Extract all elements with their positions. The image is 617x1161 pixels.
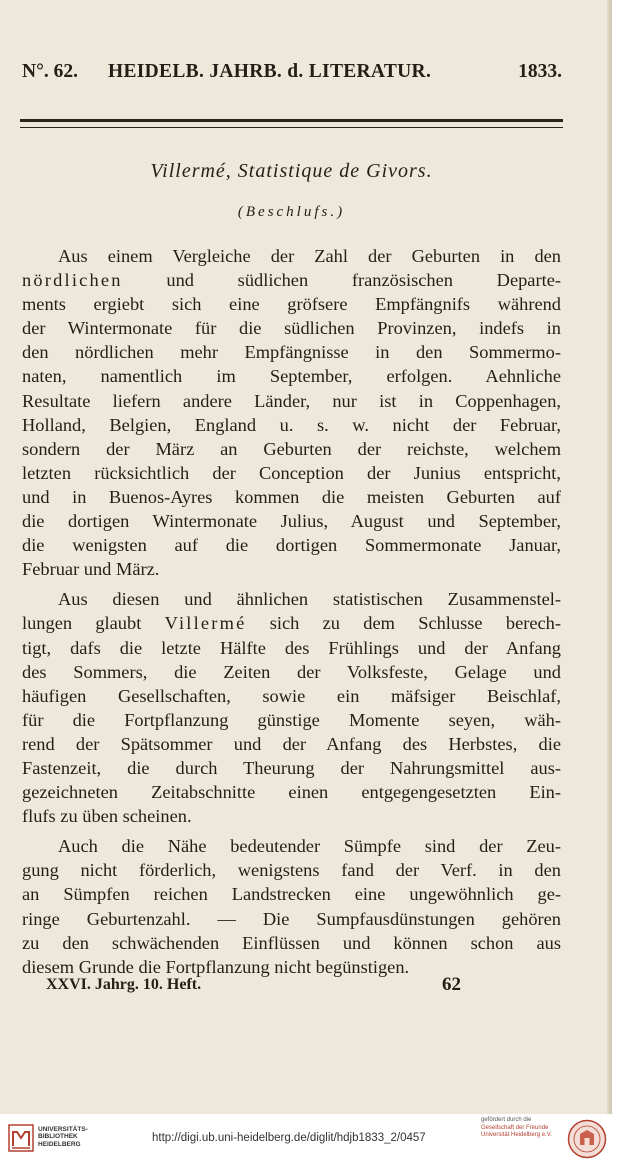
text-line: an Sümpfen reichen Landstrecken eine ungewöhnlich ge- <box>22 884 561 905</box>
text-line: und in Buenos-Ayres kommen die meisten Geburten auf <box>22 486 561 507</box>
article-subtitle: (Beschlufs.) <box>237 204 346 220</box>
sponsor-credit <box>481 1117 552 1140</box>
sponsor-org-line: Gesellschaft der Freunde <box>481 1124 549 1131</box>
text-line: Resultate liefern andere Länder, nur ist in Coppenhagen, <box>22 390 561 411</box>
journal-title: HEIDELB. JAHRB. d. LITERATUR. <box>108 61 432 82</box>
page-edge <box>607 0 612 1114</box>
text-line: ringe Geburtenzahl. — Die Sumpfausdünstungen gehören <box>22 908 561 929</box>
text-line: flufs zu üben scheinen. <box>22 806 192 827</box>
library-name <box>38 1126 88 1148</box>
text-line: Aus diesen und ähnlichen statistischen Zusammenstel- <box>58 589 561 610</box>
text-line: häufigen Gesellschaften, sowie ein mäfsiger Beischlaf, <box>22 685 561 706</box>
text-line: Februar und März. <box>22 559 160 580</box>
text-line: gung nicht förderlich, wenigstens fand der Verf. in den <box>22 860 561 881</box>
text-line: diesem Grunde die Fortpflanzung nicht begünstigen. <box>22 956 410 977</box>
sponsor-intro: gefördert durch die <box>481 1117 532 1123</box>
sheet-number: 62 <box>442 974 461 995</box>
running-head <box>22 61 562 89</box>
article-title: Villermé, Statistique de Givors. <box>150 160 433 182</box>
body-paragraph <box>22 244 561 581</box>
library-name-line: UNIVERSITÄTS- <box>38 1126 88 1133</box>
text-line: tigt, dafs die letzte Hälfte des Frühlings und der Anfang <box>22 637 561 658</box>
body-paragraph <box>22 834 561 979</box>
text-line: ments ergiebt sich eine gröfsere Empfängnifs während <box>22 294 561 315</box>
text-line: rend der Spätsommer und der Anfang des Herbstes, die <box>22 733 561 754</box>
text-line: Aus einem Vergleiche der Zahl der Geburten in den <box>58 246 561 266</box>
text-line: des Sommers, die Zeiten der Volksfeste, Gelage und <box>22 661 561 682</box>
library-name-line: HEIDELBERG <box>38 1140 81 1148</box>
text-line: letzten rücksichtlich der Conception der Junius entspricht, <box>22 462 561 483</box>
page-foot <box>46 976 466 1000</box>
text-line: der Wintermonate für die südlichen Provinzen, indefs in <box>22 318 561 339</box>
university-library-logo-icon <box>8 1124 34 1152</box>
emphasized-word: Villermé <box>164 613 247 634</box>
text-line: gezeichneten Zeitabschnitte einen entgegengesetzten Ein- <box>22 782 561 803</box>
publication-year: 1833. <box>518 61 562 82</box>
article-body <box>22 244 561 985</box>
text-line: sondern der März an Geburten der reichste, welchem <box>22 438 561 459</box>
text-line: die dortigen Wintermonate Julius, August und September, <box>22 511 561 532</box>
header-rule-thin <box>20 127 563 128</box>
viewer-footer <box>0 1114 617 1161</box>
issue-number: N°. 62. <box>22 61 79 82</box>
text-line: nördlichen und südlichen französischen Departe- <box>22 270 561 291</box>
sponsor-org-line: Universität Heidelberg e.V. <box>481 1132 552 1139</box>
text-line: zu den schwächenden Einflüssen und können schon aus <box>22 932 561 953</box>
text-line: für die Fortpflanzung günstige Momente seyen, wäh- <box>22 709 561 730</box>
emphasized-word: nördlichen <box>22 270 123 291</box>
document-url[interactable]: http://digi.ub.uni-heidelberg.de/diglit/hdjb1833_2/0457 <box>152 1132 426 1144</box>
text-line: lungen glaubt Villermé sich zu dem Schlusse berech- <box>22 613 561 634</box>
header-rule-thick <box>20 119 563 122</box>
text-line: die wenigsten auf die dortigen Sommermonate Januar, <box>22 535 561 556</box>
text-line: Fastenzeit, die durch Theurung der Nahrungsmittel aus- <box>22 757 561 778</box>
text-line: Auch die Nähe bedeutender Sümpfe sind der Zeu- <box>58 836 561 857</box>
body-paragraph <box>22 587 561 828</box>
text-line: den nördlichen mehr Empfängnisse in den Sommermo- <box>22 342 561 363</box>
signature-line: XXVI. Jahrg. 10. Heft. <box>46 976 202 993</box>
library-name-line: BIBLIOTHEK <box>38 1133 78 1141</box>
text-line: Holland, Belgien, England u. s. w. nicht der Februar, <box>22 414 561 435</box>
university-seal-icon <box>567 1119 607 1159</box>
text-line: naten, namentlich im September, erfolgen. Aehnliche <box>22 366 561 387</box>
